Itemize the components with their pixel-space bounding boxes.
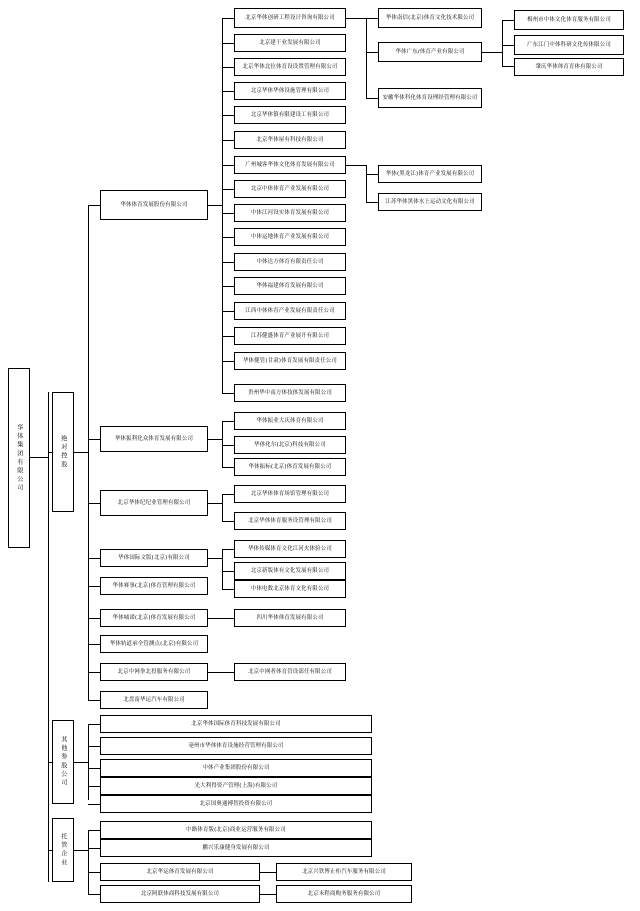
g1-node-5[interactable]: 北京华体镇有限建设工有限公司 [234, 106, 346, 124]
g2-node-1[interactable]: 华体振业大庆体育有限公司 [234, 412, 346, 430]
tbr-node-2[interactable]: 北京未程商购务服务有限公司 [276, 885, 412, 903]
l2-node-7[interactable]: 华体轨道承全管测点(北京)有限公司 [100, 635, 208, 653]
t5-node-1[interactable]: 梅州市中体文化体育服务有限公司 [514, 10, 624, 30]
connector [88, 205, 89, 700]
os-node-5[interactable]: 北京国奥通搏智投资有限公司 [100, 795, 372, 813]
g1-node-4[interactable]: 北京华体华体设施管理有限公司 [234, 82, 346, 100]
connector [208, 205, 222, 206]
category-absolute-holding[interactable]: 绝对控股 [52, 392, 74, 512]
g1-node-2[interactable]: 北京建干业发展有限公司 [234, 34, 346, 52]
g1-node-6[interactable]: 北京华体屋有科技有限公司 [234, 131, 346, 149]
connector [502, 66, 514, 67]
connector [48, 452, 52, 453]
connector [222, 445, 234, 446]
category-other-shareholding[interactable]: 其他参股公司 [52, 720, 74, 804]
connector [482, 52, 502, 53]
connector [30, 457, 48, 458]
os-node-3[interactable]: 中体产业集团股份有限公司 [100, 759, 372, 777]
g1-node-16[interactable]: 贵州华中南方体技体发展有限公司 [234, 384, 346, 402]
connector [74, 850, 88, 851]
connector [222, 67, 234, 68]
connector [88, 786, 100, 787]
g1-node-11[interactable]: 中体达方体育有限责任公司 [234, 253, 346, 271]
connector [222, 494, 223, 521]
connector [366, 202, 378, 203]
connector [222, 549, 223, 589]
m4-node-1[interactable]: 华体(黑龙江)体育产业发展有限公司 [378, 165, 482, 183]
connector [208, 672, 234, 673]
connector [222, 311, 234, 312]
t4-node-2[interactable]: 华体广东/体育产业有限公司 [378, 42, 482, 62]
connector [222, 361, 234, 362]
connector [48, 850, 52, 851]
connector [502, 45, 514, 46]
l2-node-1[interactable]: 华体体育发展股份有限公司 [100, 190, 208, 220]
connector [222, 18, 234, 19]
connector [222, 549, 234, 550]
connector [502, 20, 503, 66]
connector [222, 421, 234, 422]
l2-node-3[interactable]: 北京华体纪纪业管理有限公司 [100, 490, 208, 516]
connector [222, 571, 234, 572]
connector [222, 189, 234, 190]
g1-node-12[interactable]: 华体福建体育发展有限公司 [234, 277, 346, 295]
connector [366, 165, 367, 202]
connector [88, 700, 100, 701]
l2-node-5[interactable]: 华体赛事(北京)体育管理有限公司 [100, 577, 208, 595]
connector [88, 672, 100, 673]
connector [88, 768, 100, 769]
l2-node-2[interactable]: 华体振利化众体育发展有限公司 [100, 426, 208, 452]
connector [88, 848, 100, 849]
tbr-node-1[interactable]: 北京兴铁博止柜汽车服务有限公司 [276, 863, 412, 881]
g4-node-1[interactable]: 华体传媒体育文化江河火体验公司 [234, 540, 346, 558]
tb-node-2[interactable]: 北京阿联体商科技发展有限公司 [100, 885, 260, 903]
connector [222, 43, 234, 44]
connector [88, 724, 89, 800]
connector [502, 20, 514, 21]
t5-node-3[interactable]: 肇庆华体体育育体有限公司 [514, 58, 624, 76]
connector [48, 392, 49, 882]
connector [366, 18, 378, 19]
l2-node-6[interactable]: 华体城诺(北京)体育发展有限公司 [100, 609, 208, 627]
g1-node-3[interactable]: 北京华体北位体育设设置管理有限公司 [234, 58, 346, 76]
connector [222, 336, 234, 337]
os-node-1[interactable]: 北京华体国际体育科技发展有限公司 [100, 715, 372, 733]
connector [74, 452, 88, 453]
connector [88, 894, 100, 895]
g1-node-9[interactable]: 中体江河设实体育发展有限公司 [234, 204, 346, 222]
connector [88, 618, 100, 619]
connector [366, 52, 378, 53]
connector [222, 589, 234, 590]
connector [222, 286, 234, 287]
tb-node-1[interactable]: 北京华运体育发展有限公司 [100, 863, 260, 881]
g6-node-1[interactable]: 北京中网者体育管设部任有限公司 [234, 663, 346, 681]
g2-node-2[interactable]: 华体化尔(北京)科技有限公司 [234, 436, 346, 454]
g3-node-2[interactable]: 北京华体体育服务设管理有限公司 [234, 512, 346, 530]
connector [222, 237, 234, 238]
connector [222, 140, 234, 141]
connector [260, 872, 276, 873]
connector [88, 503, 100, 504]
connector [222, 467, 234, 468]
t5-node-2[interactable]: 广东江门中体科研文化传体限公司 [514, 35, 624, 55]
category-trusteeship[interactable]: 托管企业 [52, 818, 74, 882]
connector [208, 503, 222, 504]
connector [88, 872, 100, 873]
g3-node-1[interactable]: 北京华体体育场馆管理有限公司 [234, 485, 346, 503]
os-node-2[interactable]: 亳州市华体体育设施经营管理有限公司 [100, 737, 372, 755]
connector [88, 205, 100, 206]
connector [88, 644, 100, 645]
connector [346, 18, 366, 19]
connector [366, 98, 378, 99]
connector [222, 521, 234, 522]
connector [74, 762, 88, 763]
g1-node-13[interactable]: 江西中体体育产业发展有限责任公司 [234, 302, 346, 320]
connector [222, 421, 223, 467]
root-node[interactable]: 华体集团有限公司 [8, 368, 30, 548]
g1-node-1[interactable]: 北京华体创研工程设计咨询有限公司 [234, 8, 346, 28]
connector [222, 393, 234, 394]
connector [88, 439, 100, 440]
connector [222, 494, 234, 495]
g5-node-1[interactable]: 四川华体体育发展有限公司 [234, 609, 346, 627]
g1-node-15[interactable]: 华体健管(甘肃)体育发展有限责任公司 [234, 352, 346, 370]
connector [222, 165, 234, 166]
connector [88, 804, 100, 805]
connector [222, 91, 234, 92]
g1-node-7[interactable]: 广州城客华体文化体育发展有限公司 [234, 156, 346, 174]
connector [208, 618, 234, 619]
l2-node-9[interactable]: 北盘南华运汽车有限公司 [100, 691, 208, 709]
connector [208, 439, 222, 440]
l2-node-8[interactable]: 北京中网拳北投服务有限公司 [100, 663, 208, 681]
connector [366, 174, 378, 175]
connector [88, 586, 100, 587]
l2-node-4[interactable]: 华体国际文版(北京)有限公司 [100, 549, 208, 567]
connector [222, 262, 234, 263]
t4-node-1[interactable]: 华体南信(北京)体育文化技术限公司 [378, 8, 482, 28]
g2-node-3[interactable]: 华体振标(北京)体育发展有限公司 [234, 458, 346, 476]
connector [366, 18, 367, 98]
g1-node-14[interactable]: 江苏健盛体育产业展开有限公司 [234, 327, 346, 345]
m4-node-2[interactable]: 江苏华体黑体水上运动文化有限公司 [378, 193, 482, 211]
g4-node-2[interactable]: 北京新版体有文化发展有限公司 [234, 562, 346, 580]
os-node-4[interactable]: 光大利得资产管理(上海)有限公司 [100, 777, 372, 795]
ts-node-1[interactable]: 中路体育版(北京)商业运营服务有限公司 [100, 821, 372, 839]
g4-node-3[interactable]: 中体电数北京体育文化有限公司 [234, 580, 346, 598]
connector [208, 558, 222, 559]
connector [88, 830, 89, 894]
t4-node-3[interactable]: 安徽华体科化体育设理经管理有限公司 [378, 88, 482, 108]
connector [88, 746, 100, 747]
g1-node-10[interactable]: 中体运地体育产业发展有限公司 [234, 228, 346, 246]
connector [260, 894, 276, 895]
ts-node-2[interactable]: 鹏兴乐康健身发展有限公司 [100, 839, 372, 857]
g1-node-8[interactable]: 北京中体体育产业发展有限公司 [234, 180, 346, 198]
connector [346, 165, 366, 166]
connector [222, 115, 234, 116]
connector [88, 558, 100, 559]
connector [88, 830, 100, 831]
connector [48, 762, 52, 763]
connector [88, 724, 100, 725]
connector [222, 213, 234, 214]
